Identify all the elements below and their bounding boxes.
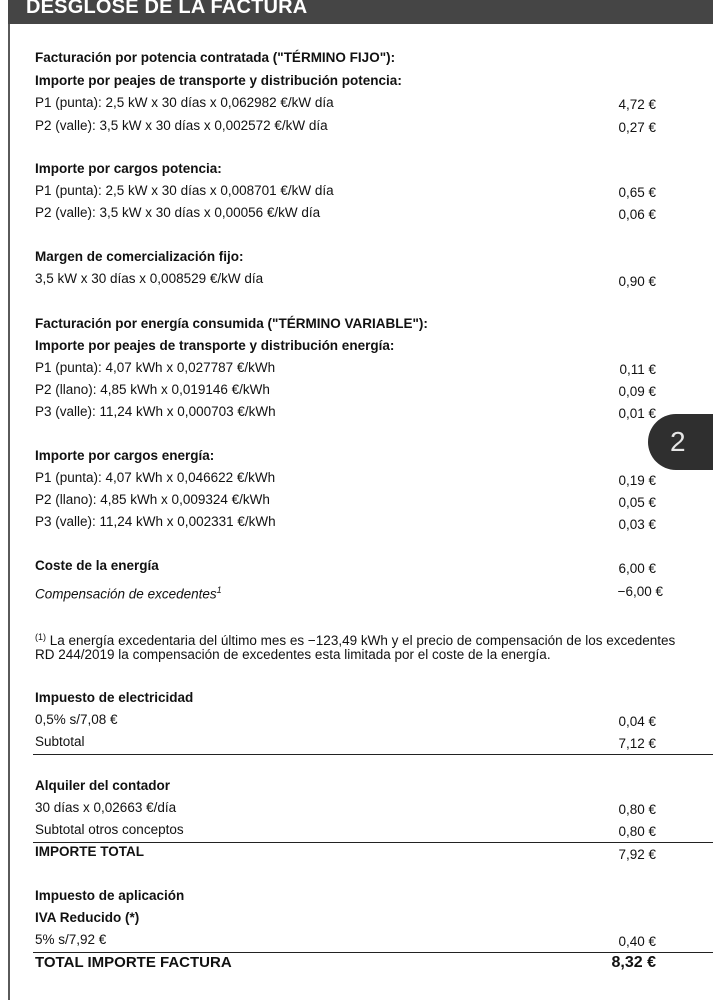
alquiler-label: 30 días x 0,02663 €/día (35, 800, 177, 815)
peajes-energia-p1-amount: 0,11 € (619, 362, 656, 377)
cargos-energia-p2-amount: 0,05 € (618, 495, 656, 510)
margen-label: 3,5 kW x 30 días x 0,008529 €/kW día (35, 271, 264, 286)
cargos-potencia-p2-amount: 0,06 € (618, 207, 656, 222)
peajes-energia-p2-amount: 0,09 € (618, 384, 656, 399)
cargos-energia-p2-label: P2 (llano): 4,85 kWh x 0,009324 €/kWh (35, 492, 270, 507)
footnote-line-2: RD 244/2019 la compensación de excedentes esta limitada por el coste de la energía. (35, 647, 551, 662)
cargos-potencia-p1-label: P1 (punta): 2,5 kW x 30 días x 0,008701 €/kW día (35, 183, 334, 198)
iva-header: IVA Reducido (*) (35, 910, 140, 925)
variable-header: Facturación por energía consumida ("TÉRMINO VARIABLE"): (35, 316, 428, 331)
compensacion-footnote-ref: 1 (216, 585, 222, 595)
coste-energia-label: Coste de la energía (35, 558, 159, 573)
page-number-badge[interactable]: 2 (648, 414, 713, 470)
cargos-energia-p3-label: P3 (valle): 11,24 kWh x 0,002331 €/kWh (35, 514, 276, 529)
cargos-potencia-p1-amount: 0,65 € (618, 185, 656, 200)
impuesto-electricidad-label: 0,5% s/7,08 € (35, 712, 118, 727)
total-factura-amount: 8,32 € (611, 954, 656, 971)
alquiler-amount: 0,80 € (618, 802, 656, 817)
peajes-energia-p2-label: P2 (llano): 4,85 kWh x 0,019146 €/kWh (35, 382, 270, 397)
footnote-line-1: $^{(1)}$ La energía excedentaria del último mes es −123,49 kWh y el precio de compensación de los excedentes (35, 632, 676, 648)
iva-label: 5% s/7,92 € (35, 932, 107, 947)
subtotal-otros-label: Subtotal otros conceptos (35, 822, 184, 837)
subtotal-amount: 7,12 € (618, 736, 656, 751)
impuesto-aplicacion-header: Impuesto de aplicación (35, 888, 185, 903)
peajes-energia-header: Importe por peajes de transporte y distribución energía: (35, 338, 395, 353)
margen-header: Margen de comercialización fijo: (35, 249, 244, 264)
fijo-header: Facturación por potencia contratada ("TÉRMINO FIJO"): (35, 50, 396, 65)
cargos-potencia-p2-label: P2 (valle): 3,5 kW x 30 días x 0,00056 €/kW día (35, 205, 321, 220)
alquiler-header: Alquiler del contador (35, 778, 171, 793)
subtotal-otros-amount: 0,80 € (618, 824, 656, 839)
peajes-potencia-header: Importe por peajes de transporte y distribución potencia: (35, 73, 402, 88)
footnote-marker: (1) (35, 632, 46, 642)
cargos-potencia-header: Importe por cargos potencia: (35, 161, 222, 176)
cargos-energia-p1-amount: 0,19 € (618, 473, 656, 488)
compensacion-amount: −6,00 € (617, 584, 663, 599)
cargos-energia-header: Importe por cargos energía: (35, 448, 215, 463)
peajes-potencia-p1-amount: 4,72 € (618, 97, 656, 112)
compensacion-label: Compensación de excedentes$^1$ (35, 585, 222, 602)
peajes-energia-p3-amount: 0,01 € (618, 406, 656, 421)
peajes-potencia-p1-label: P1 (punta): 2,5 kW x 30 días x 0,062982 €/kW día (35, 95, 334, 110)
cargos-energia-p1-label: P1 (punta): 4,07 kWh x 0,046622 €/kWh (35, 470, 276, 485)
page-title: DESGLOSE DE LA FACTURA (26, 0, 308, 18)
coste-energia-amount: 6,00 € (618, 561, 656, 576)
impuesto-electricidad-header: Impuesto de electricidad (35, 690, 194, 705)
iva-amount: 0,40 € (618, 934, 656, 949)
peajes-energia-p1-label: P1 (punta): 4,07 kWh x 0,027787 €/kWh (35, 360, 276, 375)
subtotal-divider (33, 754, 713, 755)
impuesto-electricidad-amount: 0,04 € (618, 714, 656, 729)
margen-amount: 0,90 € (618, 274, 656, 289)
total-factura-label: TOTAL IMPORTE FACTURA (35, 954, 232, 971)
peajes-energia-p3-label: P3 (valle): 11,24 kWh x 0,000703 €/kWh (35, 404, 276, 419)
cargos-energia-p3-amount: 0,03 € (618, 517, 656, 532)
peajes-potencia-p2-label: P2 (valle): 3,5 kW x 30 días x 0,002572 €/kW día (35, 118, 328, 133)
left-border (8, 24, 10, 1000)
importe-total-amount: 7,92 € (618, 847, 656, 862)
importe-total-label: IMPORTE TOTAL (35, 844, 144, 859)
total-factura-divider (33, 952, 713, 953)
peajes-potencia-p2-amount: 0,27 € (618, 120, 656, 135)
section-header (8, 0, 713, 24)
subtotal-label: Subtotal (35, 734, 85, 749)
